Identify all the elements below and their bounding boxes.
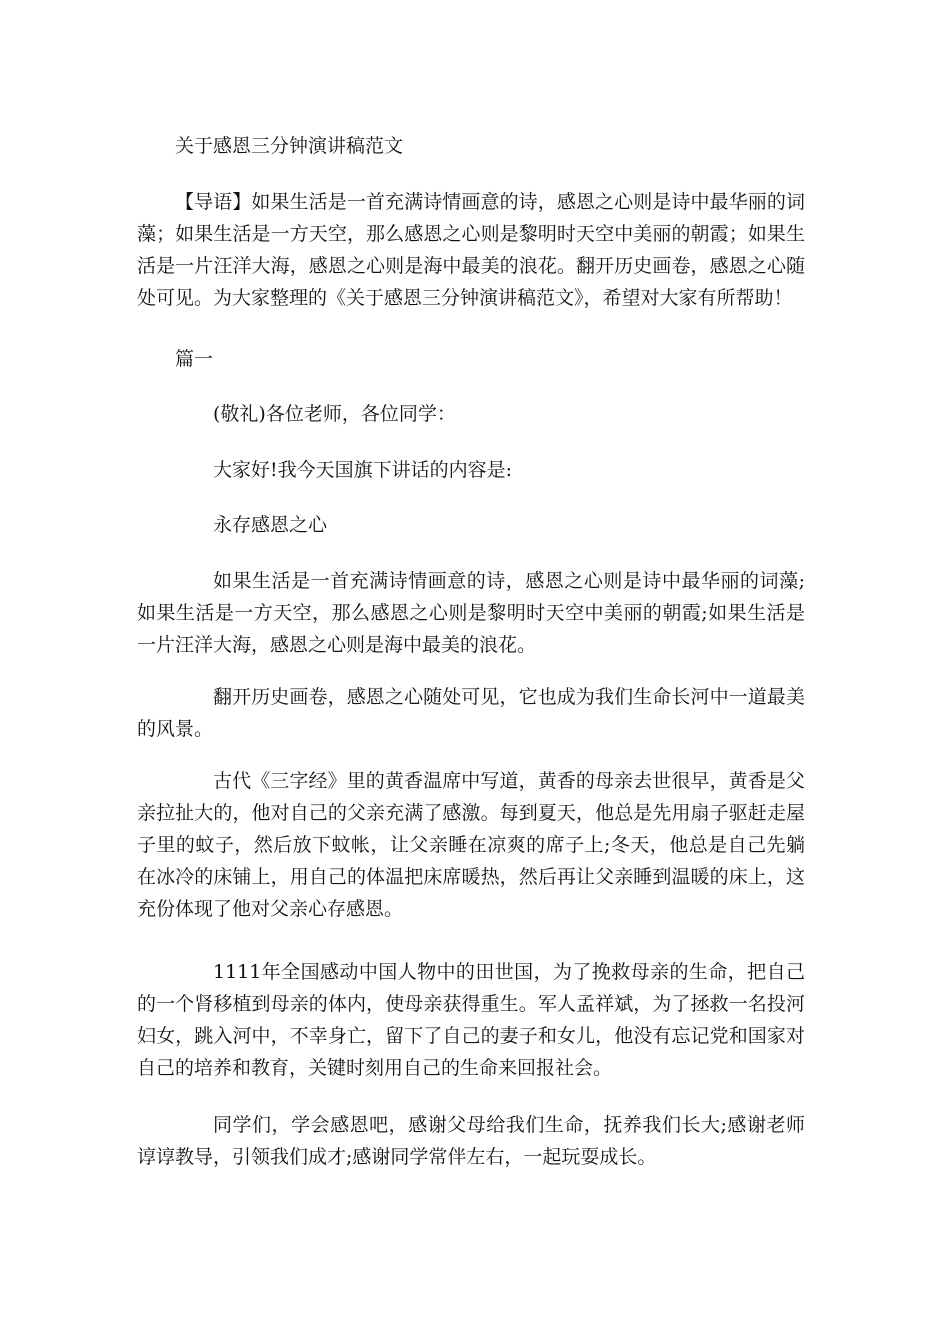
section-heading: 篇一 [175, 348, 214, 370]
speech-title: 永存感恩之心 [213, 514, 328, 536]
intro-paragraph: 【导语】如果生活是一首充满诗情画意的诗，感恩之心则是诗中最华丽的词藻；如果生活是一方天空，那么感恩之心则是黎明时天空中美丽的朝霞；如果生活是一片汪洋大海，感恩之心则是海中最美的浪花。翻开历史画卷，感恩之心随处可见。为大家整理的《关于感恩三分钟演讲稿范文》，希望对大家有所帮助！ [137, 191, 805, 309]
body-paragraph: 古代《三字经》里的黄香温席中写道，黄香的母亲去世很早，黄香是父亲拉扯大的，他对自己的父亲充满了感激。每到夏天，他总是先用扇子驱赶走屋子里的蚊子，然后放下蚊帐，让父亲睡在凉爽的席子上;冬天，他总是自己先躺在冰冷的床铺上，用自己的体温把床席暖热，然后再让父亲睡到温暖的床上，这充份体现了他对父亲心存感恩。 [137, 770, 805, 920]
document-title: 关于感恩三分钟演讲稿范文 [175, 135, 404, 157]
body-paragraph: 同学们，学会感恩吧，感谢父母给我们生命，抚养我们长大;感谢老师谆谆教导，引领我们成才;感谢同学常伴左右，一起玩耍成长。 [137, 1114, 805, 1168]
body-paragraph: 翻开历史画卷，感恩之心随处可见，它也成为我们生命长河中一道最美的风景。 [137, 686, 805, 740]
salutation: (敬礼)各位老师，各位同学： [213, 403, 456, 425]
greeting: 大家好!我今天国旗下讲话的内容是: [213, 459, 513, 481]
body-paragraph: 如果生活是一首充满诗情画意的诗，感恩之心则是诗中最华丽的词藻;如果生活是一方天空，那么感恩之心则是黎明时天空中美丽的朝霞;如果生活是一片汪洋大海，感恩之心则是海中最美的浪花。 [137, 570, 805, 656]
body-paragraph: 1111年全国感动中国人物中的田世国，为了挽救母亲的生命，把自己的一个肾移植到母亲的体内，使母亲获得重生。军人孟祥斌，为了拯救一名投河妇女，跳入河中，不幸身亡，留下了自己的妻子和女儿，他没有忘记党和国家对自己的培养和教育，关键时刻用自己的生命来回报社会。 [137, 961, 805, 1079]
